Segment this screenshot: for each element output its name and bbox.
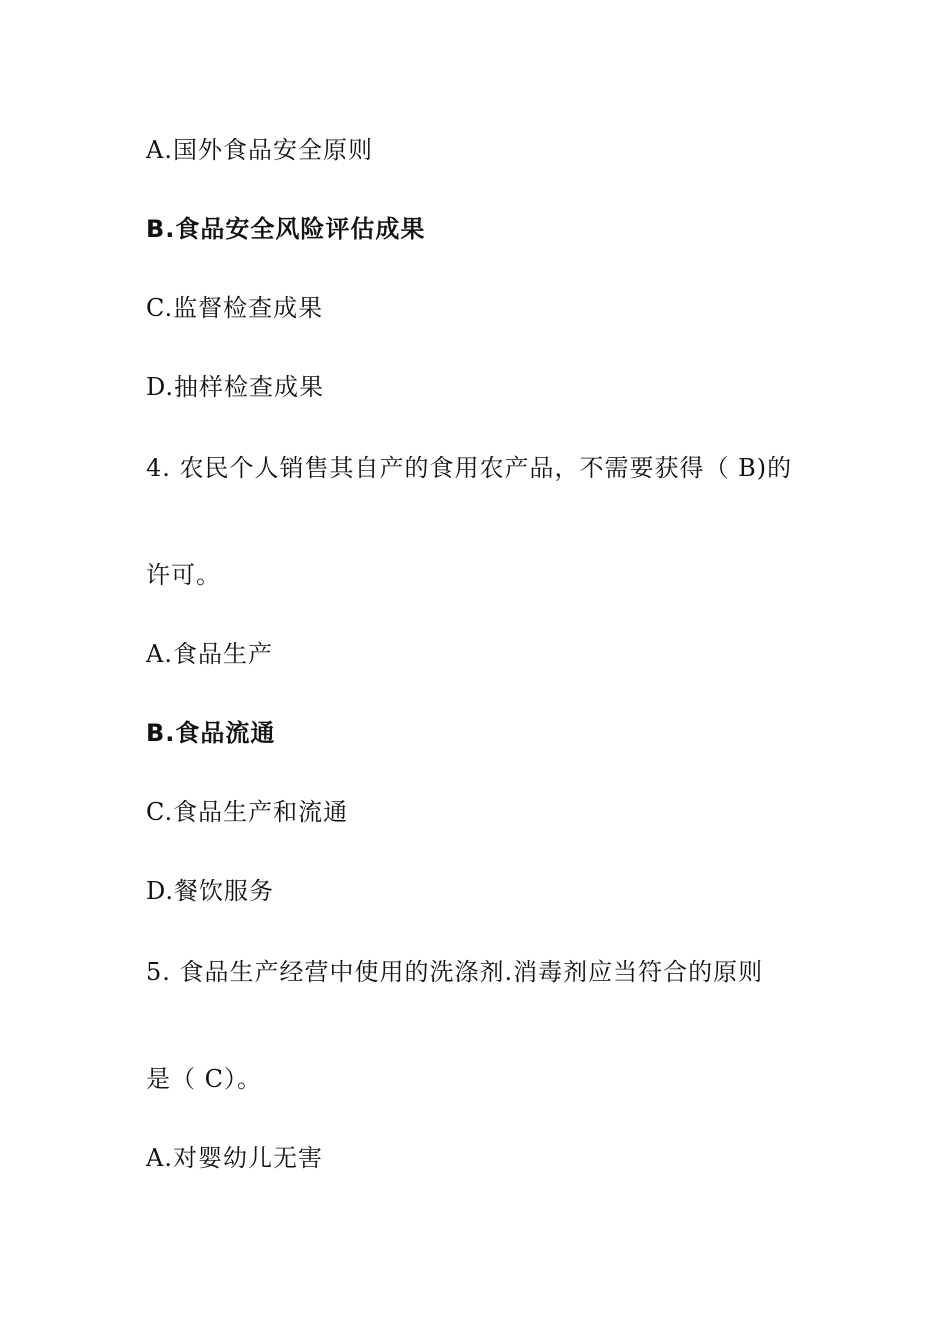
question-5-line-2: 是（ C）。 [146,1065,262,1093]
option-d-sampling-results: D.抽样检查成果 [146,373,325,401]
option-d-catering-service: D.餐饮服务 [146,877,275,905]
option-a-foreign-principles: A.国外食品安全原则 [146,136,373,164]
option-b-risk-assessment: B.食品安全风险评估成果 [146,215,426,243]
option-a-food-production: A.食品生产 [146,640,273,668]
option-c-supervision-results: C.监督检查成果 [146,294,324,322]
option-a-harmless-to-infants: A.对婴幼儿无害 [146,1144,323,1172]
option-b-food-circulation: B.食品流通 [146,719,276,747]
question-4-line-1: 4. 农民个人销售其自产的食用农产品，不需要获得（ B)的 [146,454,793,482]
option-c-production-and-circulation: C.食品生产和流通 [146,798,349,826]
question-4-line-2: 许可。 [146,561,221,589]
question-5-line-1: 5. 食品生产经营中使用的洗涤剂.消毒剂应当符合的原则 [146,958,764,986]
